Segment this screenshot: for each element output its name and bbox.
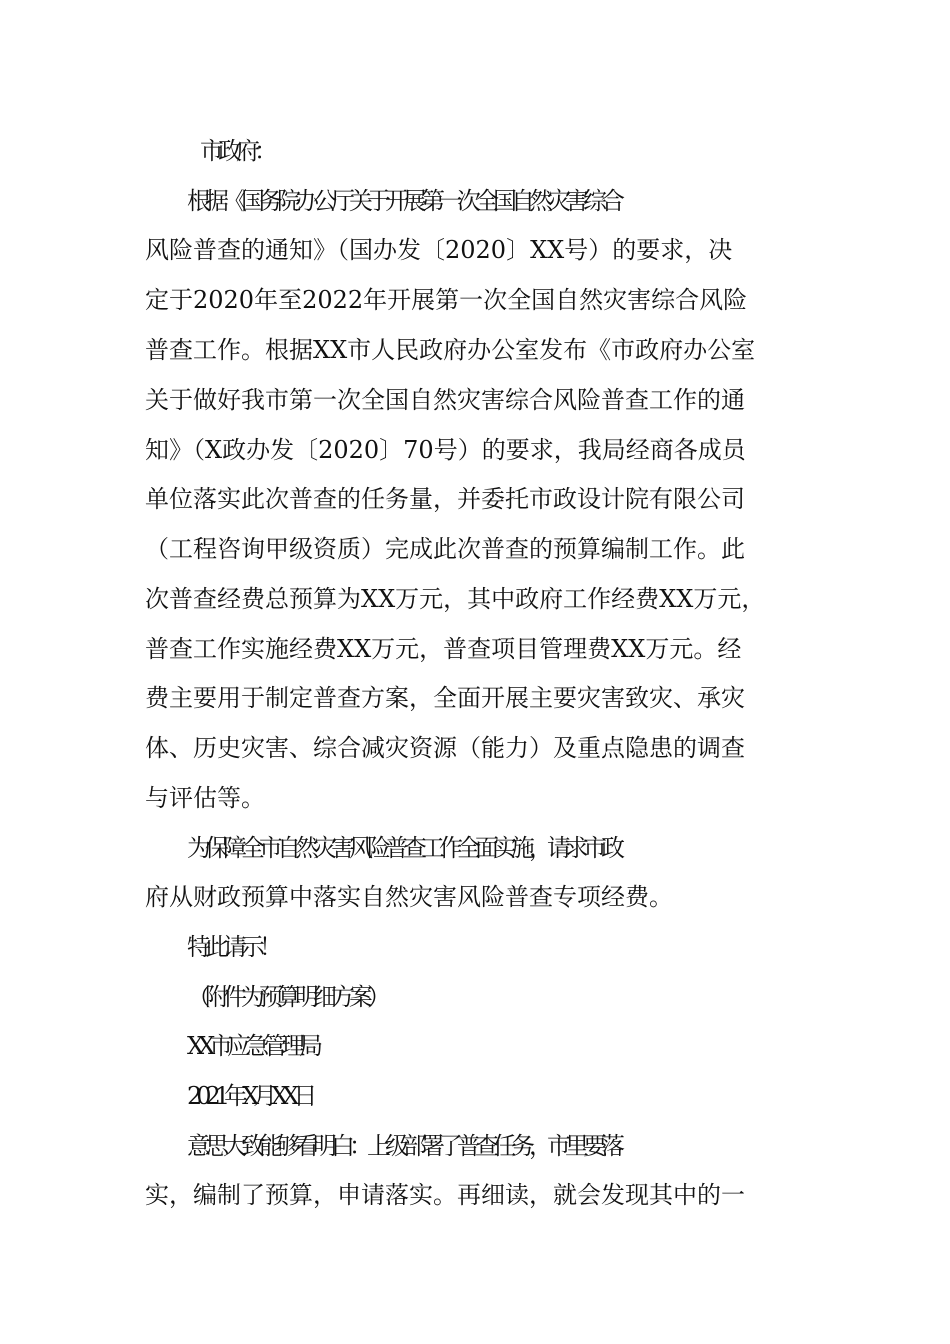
attachment-note: （附件为预算明细方案）	[187, 983, 385, 1011]
salutation: 市政府：	[200, 137, 272, 165]
paragraph1-line: 次普查经费总预算为XX万元，其中政府工作经费XX万元，	[145, 585, 766, 613]
document-date: 2021年X月XX日	[187, 1082, 312, 1110]
commentary-line: 实，编制了预算，申请落实。再细读，就会发现其中的一	[145, 1181, 745, 1209]
paragraph1-line: 关于做好我市第一次全国自然灾害综合风险普查工作的通	[145, 386, 745, 414]
paragraph2-line: 为保障全市自然灾害风险普查工作全面实施，请求市政	[187, 834, 619, 862]
paragraph1-line: 单位落实此次普查的任务量，并委托市政设计院有限公司	[145, 485, 745, 513]
paragraph1-line: 普查工作实施经费XX万元，普查项目管理费XX万元。经	[145, 635, 742, 663]
paragraph1-line: 与评估等。	[145, 784, 265, 812]
paragraph1-line: 根据《国务院办公厅关于开展第一次全国自然灾害综合	[187, 187, 619, 215]
commentary-line: 意思大致能够看明白：上级部署了普查任务，市里要落	[187, 1132, 619, 1160]
paragraph1-line: 风险普查的通知》（国办发〔2020〕XX号）的要求，决	[145, 236, 733, 264]
closing-text: 特此请示！	[187, 933, 277, 961]
paragraph2-line: 府从财政预算中落实自然灾害风险普查专项经费。	[145, 883, 673, 911]
paragraph1-line: 体、历史灾害、综合减灾资源（能力）及重点隐患的调查	[145, 734, 745, 762]
paragraph1-line: 定于2020年至2022年开展第一次全国自然灾害综合风险	[145, 286, 748, 314]
paragraph1-line: 费主要用于制定普查方案，全面开展主要灾害致灾、承灾	[145, 684, 745, 712]
paragraph1-line: （工程咨询甲级资质）完成此次普查的预算编制工作。此	[145, 535, 745, 563]
paragraph1-line: 普查工作。根据XX市人民政府办公室发布《市政府办公室	[145, 336, 756, 364]
paragraph1-line: 知》（X政办发〔2020〕70号）的要求，我局经商各成员	[145, 436, 746, 464]
signature-org: XX市应急管理局	[187, 1032, 318, 1060]
